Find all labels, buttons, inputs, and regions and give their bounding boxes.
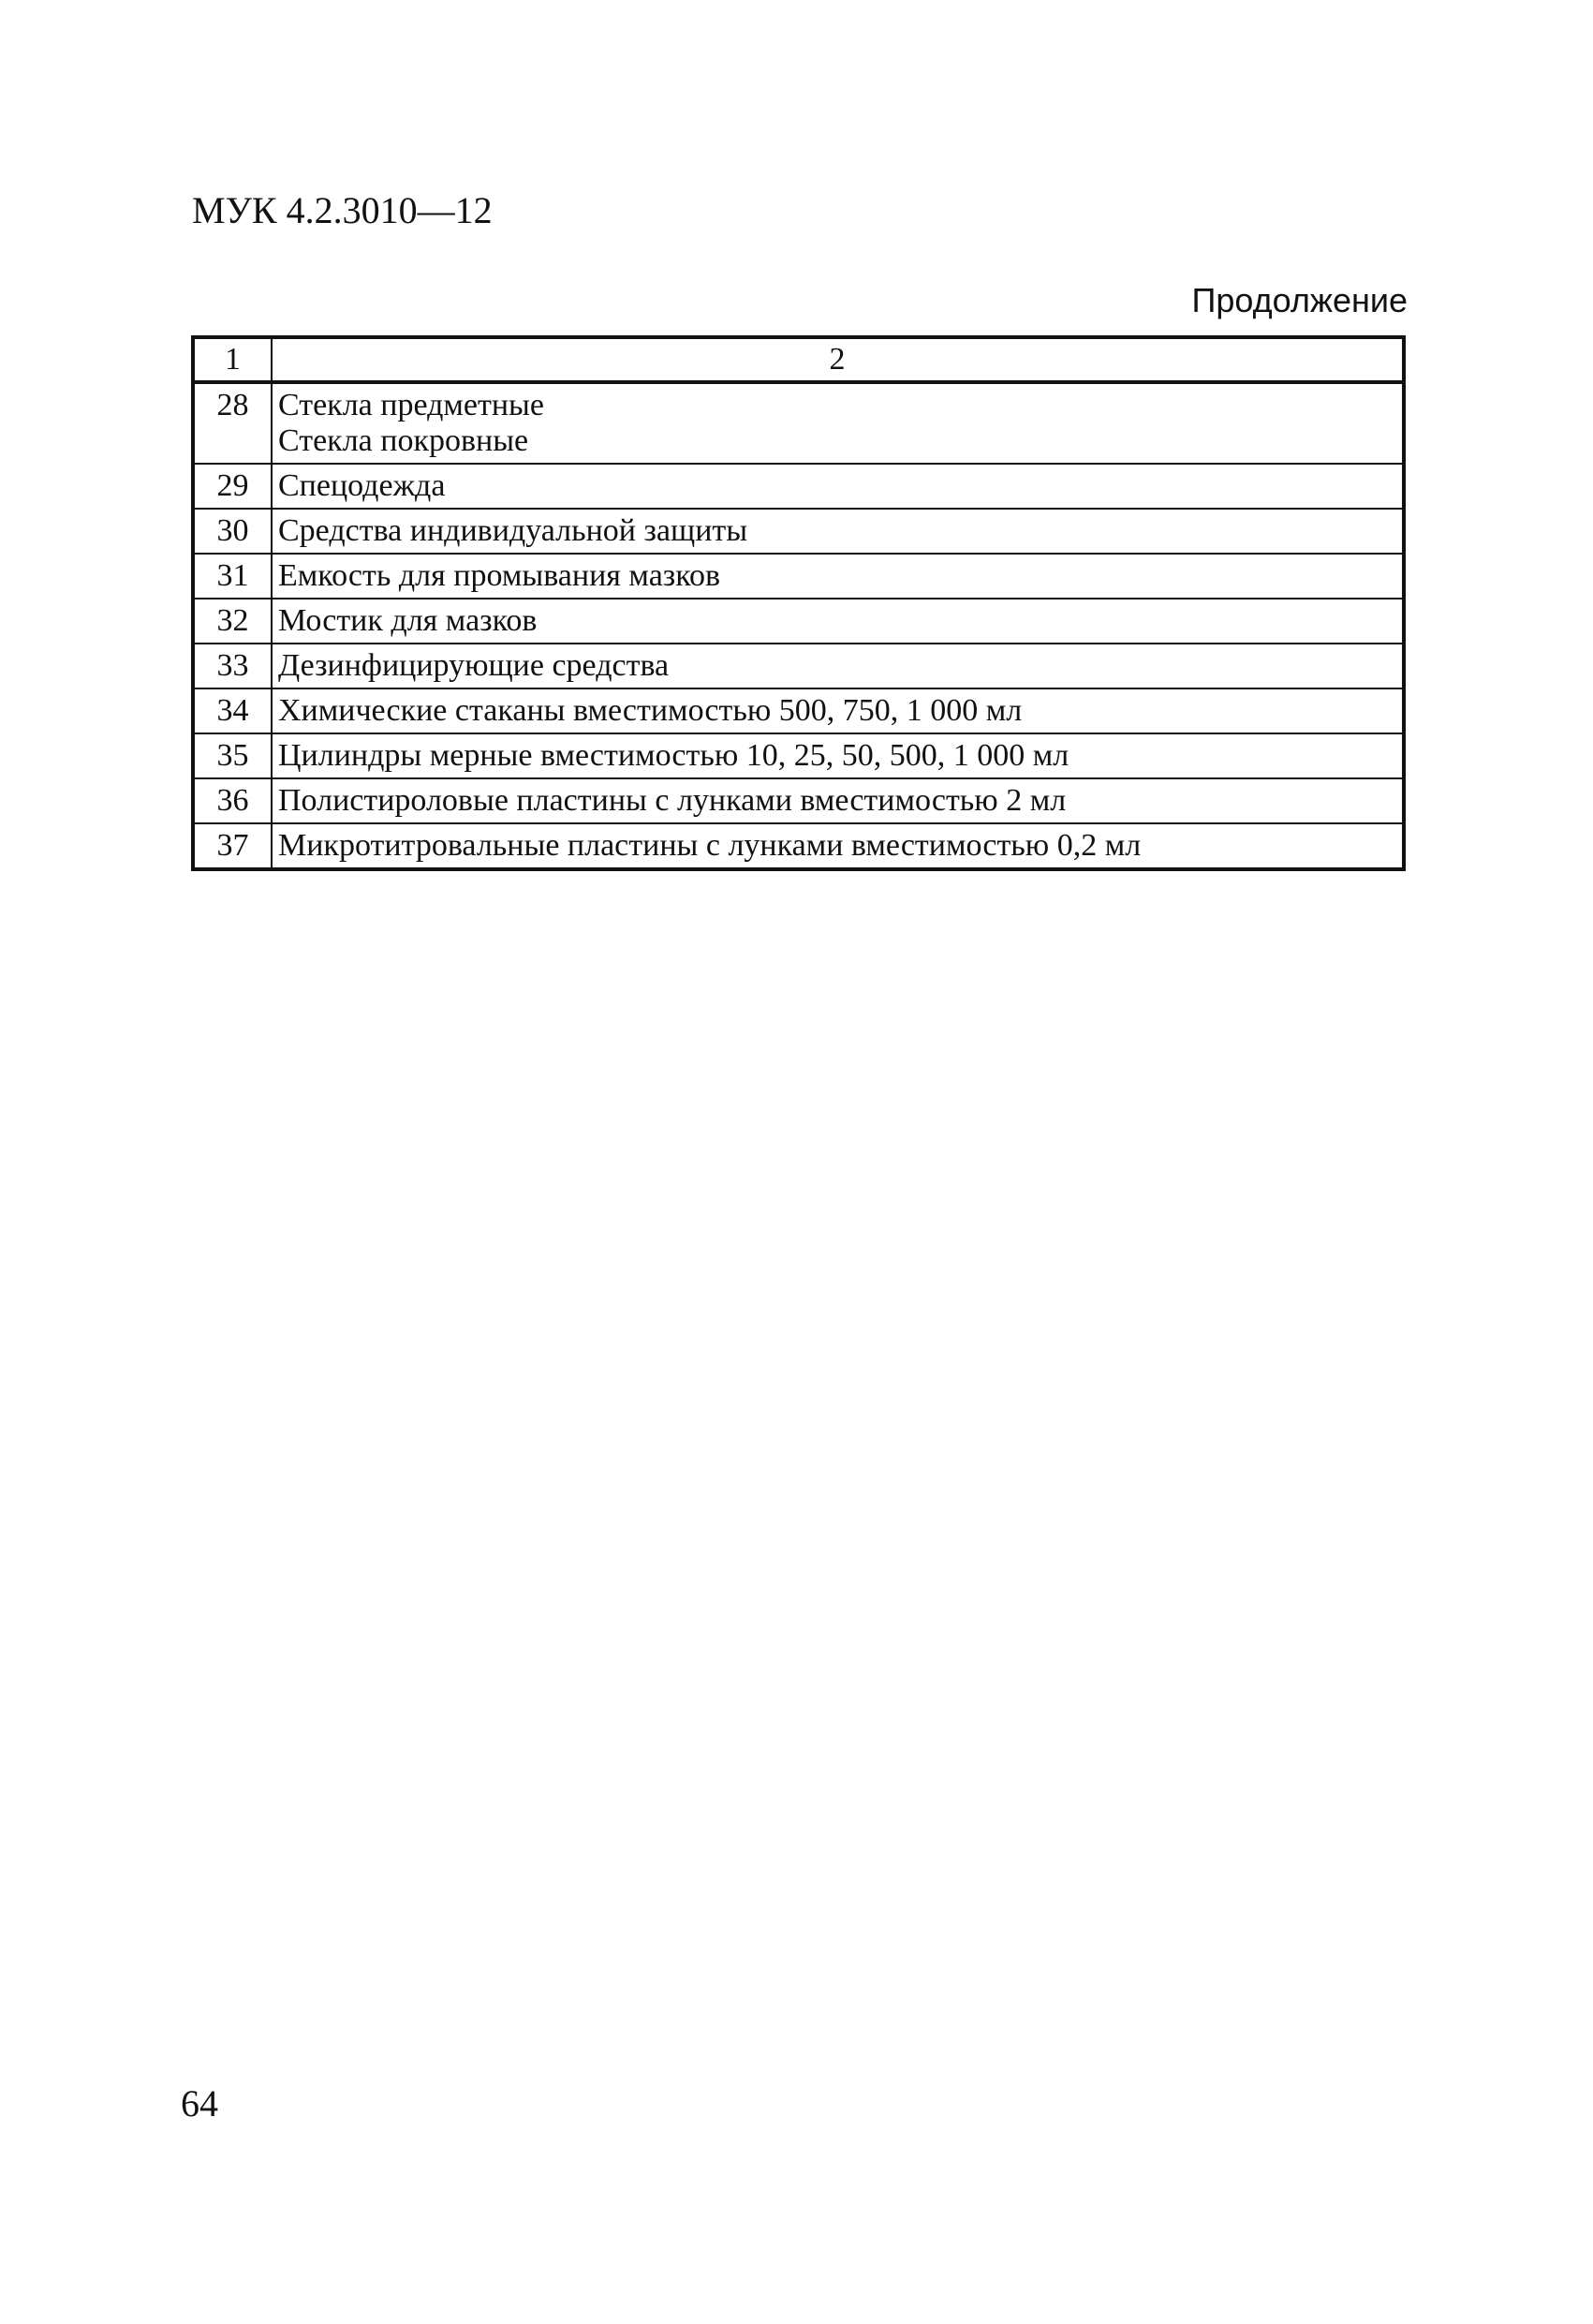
row-number: 35 bbox=[193, 733, 272, 778]
table-row bbox=[193, 688, 1404, 733]
table-row bbox=[193, 823, 1404, 869]
row-number: 37 bbox=[193, 823, 272, 869]
continuation-label: Продолжение bbox=[1191, 281, 1408, 319]
table-row bbox=[193, 644, 1404, 688]
table-row bbox=[193, 778, 1404, 823]
column-header-number: 1 bbox=[193, 337, 272, 382]
row-name: Спецодежда bbox=[272, 464, 1404, 509]
equipment-table bbox=[191, 335, 1406, 871]
row-name: Микротитровальные пластины с лунками вместимостью 0,2 мл bbox=[272, 823, 1404, 869]
row-number: 36 bbox=[193, 778, 272, 823]
row-name bbox=[272, 382, 1404, 464]
row-name: Средства индивидуальной защиты bbox=[272, 509, 1404, 554]
table-row bbox=[193, 382, 1404, 464]
row-name: Полистироловые пластины с лунками вместимостью 2 мл bbox=[272, 778, 1404, 823]
table-row bbox=[193, 554, 1404, 599]
document-code: МУК 4.2.3010—12 bbox=[192, 189, 493, 231]
row-number: 28 bbox=[193, 382, 272, 464]
row-number: 32 bbox=[193, 599, 272, 644]
row-name: Емкость для промывания мазков bbox=[272, 554, 1404, 599]
row-name-line: Стекла покровные bbox=[278, 423, 529, 458]
table-header-row bbox=[193, 337, 1404, 382]
row-number: 34 bbox=[193, 688, 272, 733]
row-number: 33 bbox=[193, 644, 272, 688]
row-name-line: Стекла предметные bbox=[278, 388, 544, 422]
row-number: 29 bbox=[193, 464, 272, 509]
table-row bbox=[193, 599, 1404, 644]
page-number: 64 bbox=[181, 2082, 218, 2124]
row-name: Дезинфицирующие средства bbox=[272, 644, 1404, 688]
table-row bbox=[193, 509, 1404, 554]
table-row bbox=[193, 464, 1404, 509]
row-name: Цилиндры мерные вместимостью 10, 25, 50, 500, 1 000 мл bbox=[272, 733, 1404, 778]
equipment-table-container bbox=[191, 335, 1406, 871]
row-name: Химические стаканы вместимостью 500, 750, 1 000 мл bbox=[272, 688, 1404, 733]
column-header-name: 2 bbox=[272, 337, 1404, 382]
row-number: 30 bbox=[193, 509, 272, 554]
row-number: 31 bbox=[193, 554, 272, 599]
row-name: Мостик для мазков bbox=[272, 599, 1404, 644]
table-row bbox=[193, 733, 1404, 778]
